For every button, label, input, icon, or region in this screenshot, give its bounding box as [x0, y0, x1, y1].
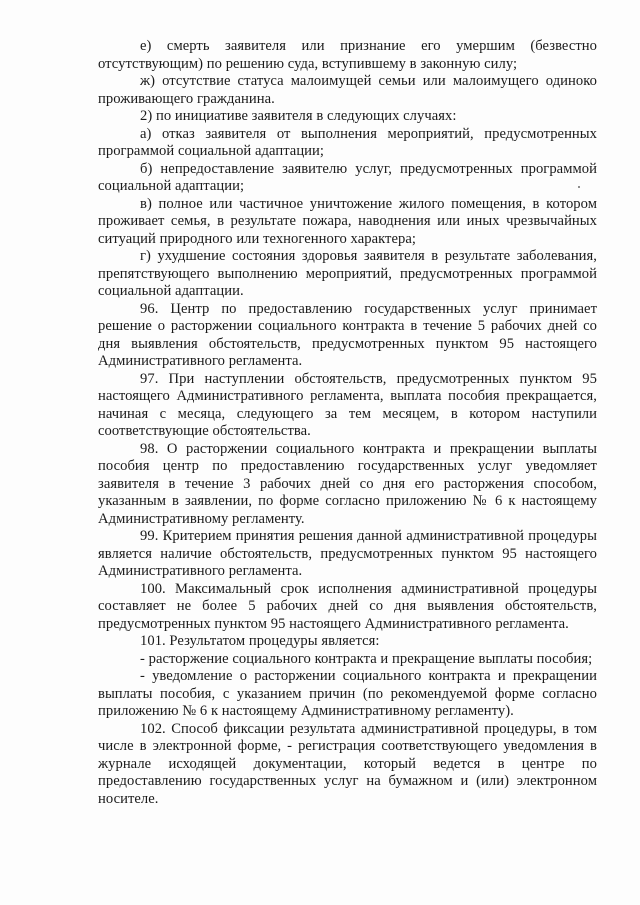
paragraph-97: 97. При наступлении обстоятельств, предусмотренных пунктом 95 настоящего Административного регламента, выплата пособия прекращается, начиная с месяца, следующего за тем месяцем, в котором наступили соответствующие обстоятельства.: [98, 370, 597, 439]
paragraph-99: 99. Критерием принятия решения данной административной процедуры является наличие обстоятельств, предусмотренных пунктом 95 настоящего Административного регламента.: [98, 528, 597, 579]
paragraph-100: 100. Максимальный срок исполнения административной процедуры составляет не более 5 рабочих дней со дня выявления обстоятельств, предусмотренных пунктом 95 настоящего Административного регламента.: [98, 580, 597, 632]
paragraph-102: 102. Способ фиксации результата административной процедуры, в том числе в электронной форме, - регистрация соответствующего уведомления в журнале исходящей документации, который ведется в центре по предоставлению государственных услуг на бумажном и (или) электронном носителе.: [98, 720, 597, 807]
paragraph-item-e: е) смерть заявителя или признание его умершим (безвестно отсутствующим) по решению суда, вступившему в законную силу;: [98, 38, 597, 72]
paragraph-item-v: в) полное или частичное уничтожение жилого помещения, в котором проживает семья, в результате пожара, наводнения или иных чрезвычайных ситуаций природного или техногенного характера;: [98, 195, 597, 247]
scan-speck: [578, 186, 580, 188]
document-body: [98, 38, 597, 808]
paragraph-98: 98. О расторжении социального контракта и прекращении выплаты пособия центр по предоставлению государственных услуг уведомляет заявителя в течение 3 рабочих дней со дня его расторжения способом, указанным в заявлении, по форме согласно приложению № 6 к настоящему Административному регламенту.: [98, 440, 597, 527]
paragraph-item-b: б) непредоставление заявителю услуг, предусмотренных программой социальной адаптации;: [98, 160, 597, 194]
paragraph-96: 96. Центр по предоставлению государственных услуг принимает решение о расторжении социального контракта в течение 5 рабочих дней со дня выявления обстоятельств, предусмотренных пунктом 95 настоящего Административного регламента.: [98, 300, 597, 369]
paragraph-item-a: а) отказ заявителя от выполнения мероприятий, предусмотренных программой социальной адаптации;: [98, 125, 597, 159]
paragraph-item-g: г) ухудшение состояния здоровья заявителя в результате заболевания, препятствующего выполнению мероприятий, предусмотренных программой социальной адаптации.: [98, 248, 597, 299]
paragraph-101-result-1: - расторжение социального контракта и прекращение выплаты пособия;: [140, 650, 593, 667]
paragraph-101: 101. Результатом процедуры является:: [140, 633, 380, 649]
paragraph-101-result-2: - уведомление о расторжении социального контракта и прекращении выплаты пособия, с указанием причин (по рекомендуемой форме согласно приложению № 6 к настоящему Административному регламенту).: [98, 668, 597, 719]
paragraph-section-2: 2) по инициативе заявителя в следующих случаях:: [140, 108, 457, 124]
paragraph-item-zh: ж) отсутствие статуса малоимущей семьи или малоимущего одиноко проживающего гражданина.: [98, 73, 597, 107]
